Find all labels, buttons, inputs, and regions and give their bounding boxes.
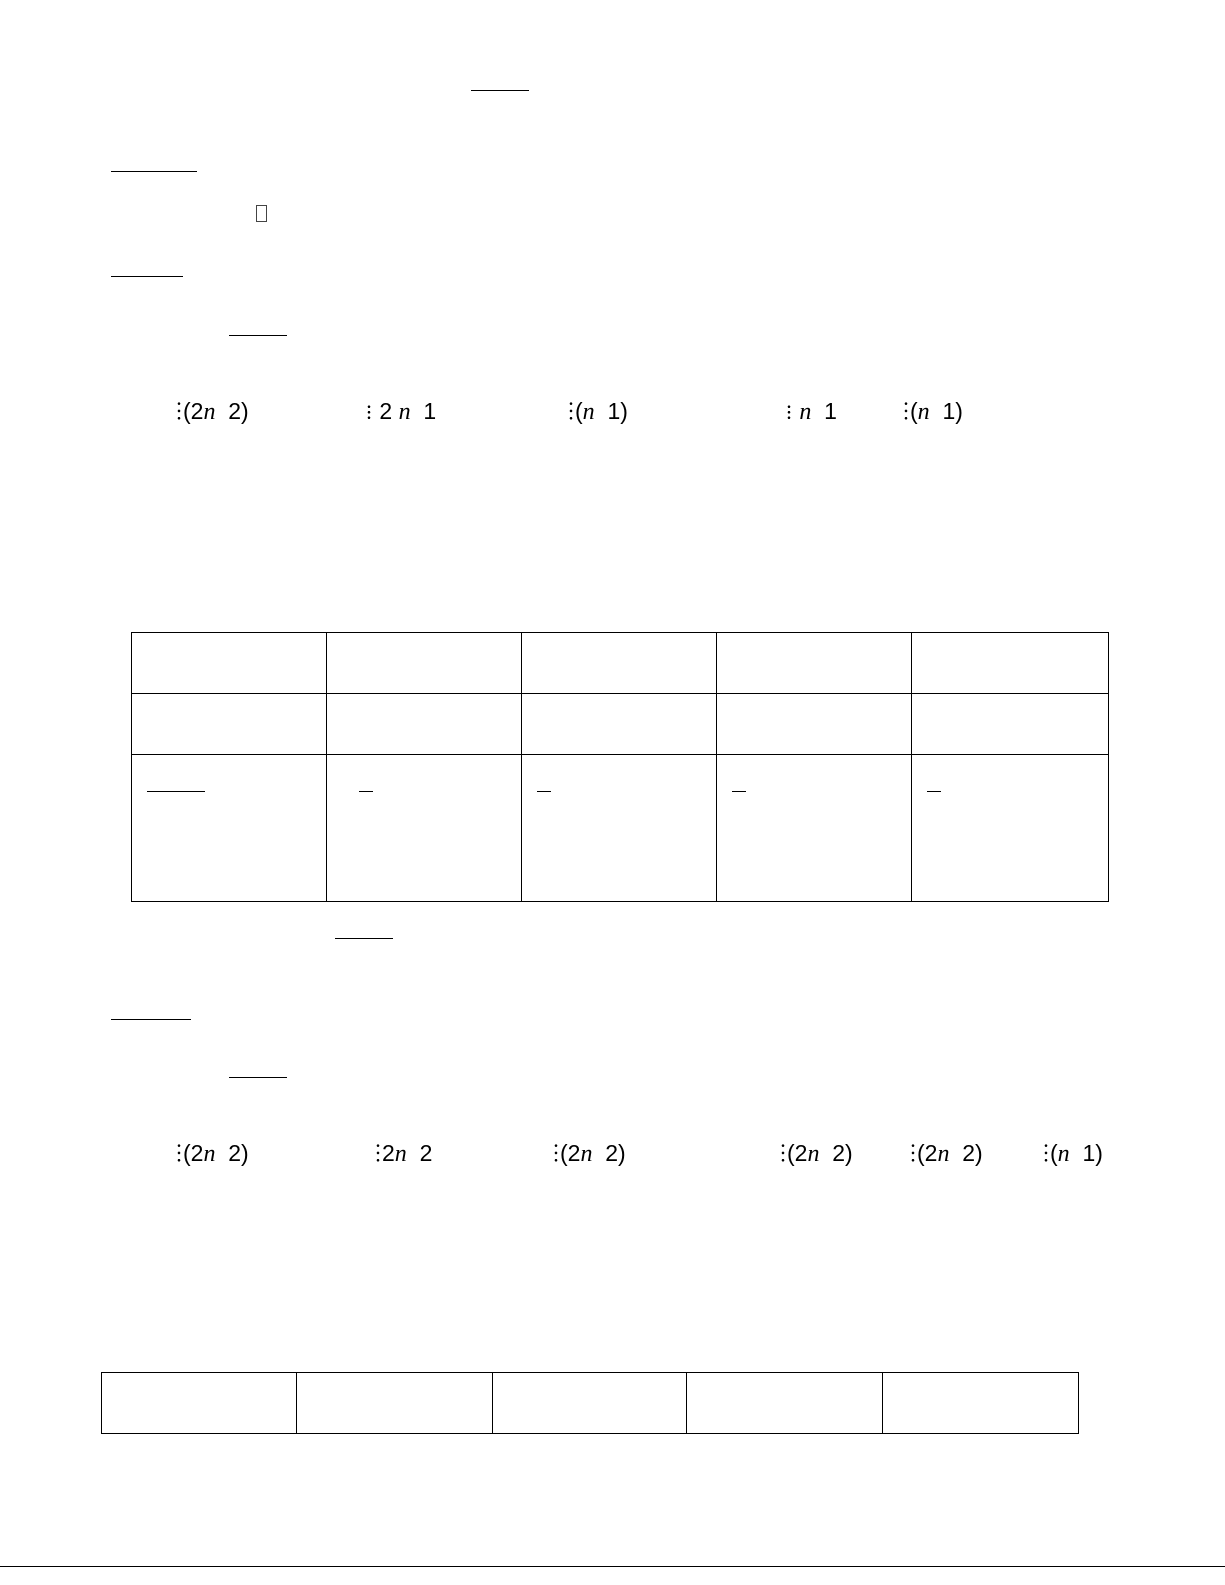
dots-icon — [1043, 1142, 1049, 1164]
table-cell — [327, 694, 522, 755]
expression-1-2: 2 n 1 — [366, 396, 436, 427]
dots-icon — [553, 1142, 559, 1164]
dots-icon — [786, 404, 792, 420]
table-cell — [132, 694, 327, 755]
dots-icon — [176, 400, 182, 422]
table-cell — [522, 633, 717, 694]
expression-2-6: (n 1) — [1043, 1138, 1103, 1169]
blank-rule-4 — [229, 335, 287, 336]
expression-2-1: (2n 2) — [176, 1138, 249, 1169]
dots-icon — [375, 1142, 381, 1164]
expression-1-4: n 1 — [786, 396, 837, 427]
blank-rule-6 — [111, 1019, 191, 1020]
blank-rule-1 — [471, 90, 529, 91]
expression-1-1: (2n 2) — [176, 396, 249, 427]
expression-1-5: (n 1) — [903, 396, 963, 427]
dots-icon — [780, 1142, 786, 1164]
page-bottom-rule — [0, 1566, 1225, 1567]
table-cell — [102, 1373, 297, 1434]
table-cell — [522, 755, 717, 902]
table-cell — [687, 1373, 883, 1434]
table-cell — [717, 755, 912, 902]
table-cell — [132, 633, 327, 694]
blank-rule-2 — [111, 171, 197, 172]
expression-2-3: (2n 2) — [553, 1138, 626, 1169]
expression-2-2: 2n 2 — [375, 1138, 432, 1169]
table-row — [132, 755, 1109, 902]
fraction-bar — [927, 791, 941, 792]
expression-2-5: (2n 2) — [910, 1138, 983, 1169]
table-cell — [327, 755, 522, 902]
table-1 — [131, 632, 1109, 902]
fraction-bar — [537, 791, 551, 792]
dots-icon — [903, 400, 909, 422]
fraction-bar — [359, 791, 373, 792]
expression-1-3: (n 1) — [568, 396, 628, 427]
blank-rule-5 — [335, 938, 393, 939]
blank-rule-7 — [229, 1077, 287, 1078]
table-row — [132, 694, 1109, 755]
table-cell — [912, 694, 1109, 755]
fraction-bar — [732, 791, 746, 792]
blank-rule-3 — [111, 276, 183, 277]
table-row — [102, 1373, 1079, 1434]
dots-icon — [176, 1142, 182, 1164]
missing-glyph-icon — [256, 205, 267, 222]
table-cell — [297, 1373, 493, 1434]
table-cell — [132, 755, 327, 902]
table-cell — [522, 694, 717, 755]
table-cell — [327, 633, 522, 694]
dots-icon — [366, 404, 372, 420]
table-cell — [493, 1373, 687, 1434]
table-cell — [912, 755, 1109, 902]
table-cell — [883, 1373, 1079, 1434]
table-cell — [912, 633, 1109, 694]
table-cell — [717, 633, 912, 694]
dots-icon — [910, 1142, 916, 1164]
table-row — [132, 633, 1109, 694]
expression-2-4: (2n 2) — [780, 1138, 853, 1169]
fraction-bar — [147, 791, 205, 792]
dots-icon — [568, 400, 574, 422]
table-cell — [717, 694, 912, 755]
table-2 — [101, 1372, 1079, 1434]
